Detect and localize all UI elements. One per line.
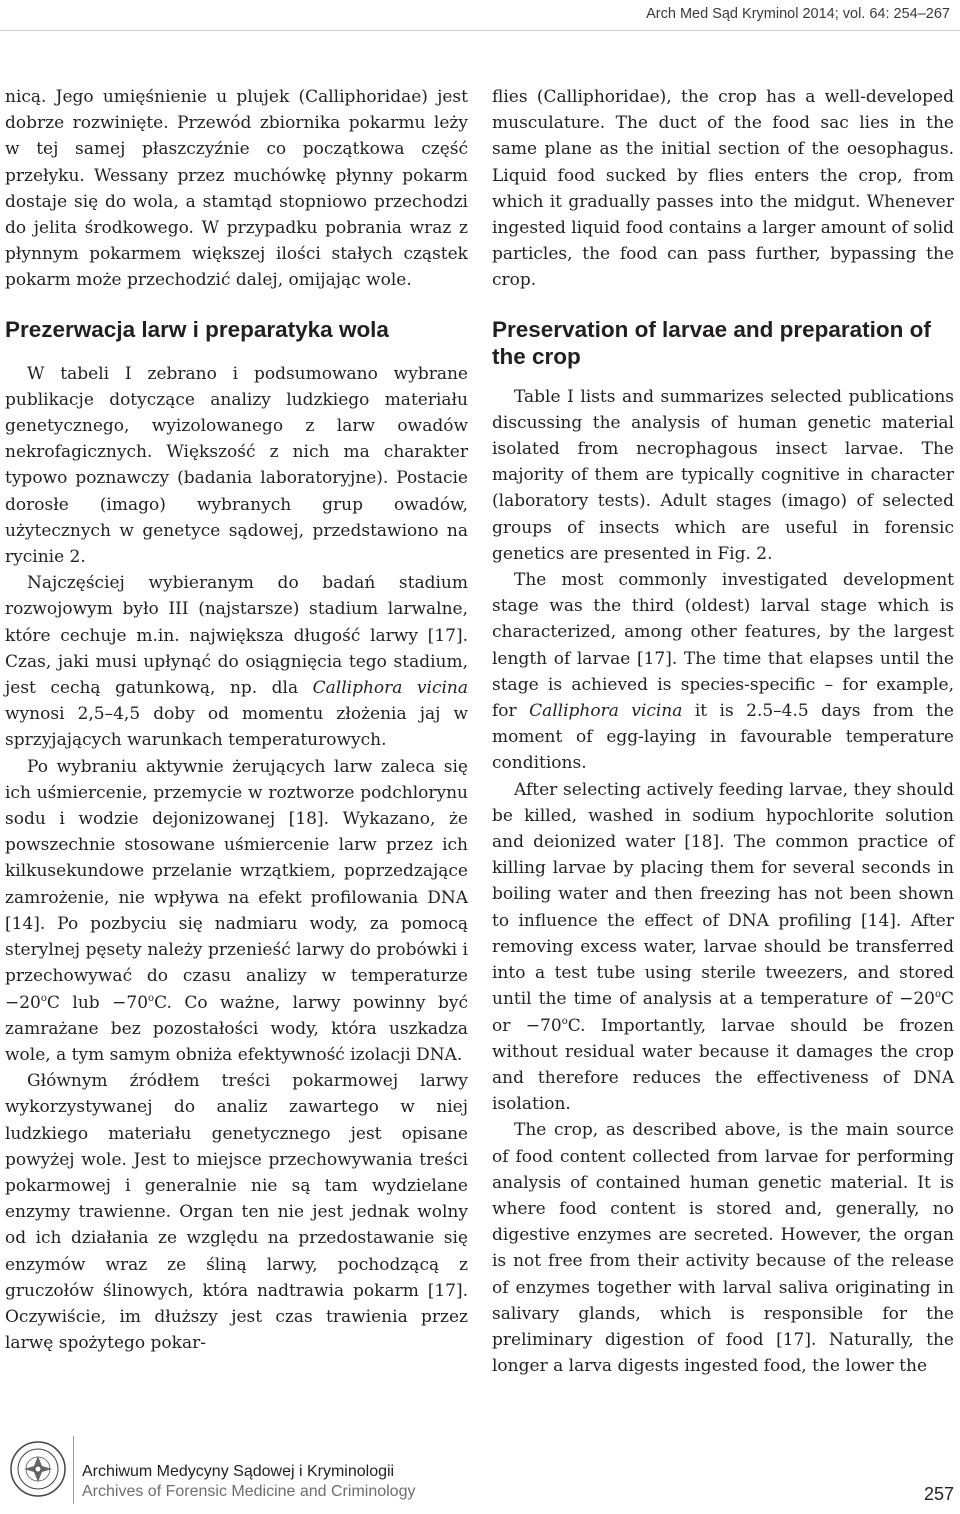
paragraph-en-1: Table I lists and summarizes selected publications discussing the analysis of human genetic material isolated from necrophagous insect larvae. The majority of them are typically cognitive in character (laboratory tests). Adult stages (imago) of selected groups of insects which are useful in forensic genetics are presented in Fig. 2. <box>492 386 954 564</box>
section-heading-pl: Prezerwacja larw i preparatyka wola <box>5 316 389 342</box>
page-number: 257 <box>923 1484 954 1504</box>
paragraph-en-4: The crop, as described above, is the main source of food content collected from larvae for performing analysis of contained human genetic material. It is where food content is stored and, generally, no digestive enzymes are secreted. However, the organ is not free from their activity because of the release of enzymes together with larval saliva originating in salivary glands, which is responsible for the preliminary digestion of food [17]. Naturally, the longer a larva digests ingested food, the lower the <box>492 1120 954 1377</box>
species-name: Calliphora vicina <box>312 678 468 699</box>
right-column <box>492 84 954 1379</box>
intro-paragraph-en: flies (Calliphoridae), the crop has a well-developed musculature. The duct of the food sac lies in the same plane as the initial section of the oesophagus. Liquid food sucked by flies enters the crop, from which it gradually passes into the midgut. Whenever ingested liquid food contains a larger amount of solid particles, the food can pass further, bypassing the crop. <box>492 87 954 291</box>
paragraph-en-2: The most commonly investigated development stage was the third (oldest) larval stage which is characterized, among other features, by the largest length of larvae [17]. The time that elapses until the stage is achieved is species-specific – for example, for Calliphora vicina it is 2.5–4.5 days from the moment of egg-laying in favourable temperature conditions. <box>492 570 954 774</box>
intro-paragraph-pl: nicą. Jego umięśnienie u plujek (Calliphoridae) jest dobrze rozwinięte. Przewód zbiornika pokarmu leży w tej samej płaszczyźnie co początkowa część przełyku. Wessany przez muchówkę płynny pokarm dostaje się do wola, a stamtąd stopniowo przechodzi do jelita środkowego. W przypadku pobrania wraz z płynnym pokarmem większej ilości stałych cząstek pokarm może przechodzić dalej, omijając wole. <box>5 87 468 291</box>
society-seal-icon <box>8 1432 68 1506</box>
journal-title-pl: Archiwum Medycyny Sądowej i Kryminologii <box>82 1463 395 1480</box>
left-column <box>5 84 468 1356</box>
footer-divider <box>73 1436 74 1504</box>
paragraph-pl-2: Najczęściej wybieranym do badań stadium rozwojowym było III (najstarsze) stadium larwalne, które cechuje m.in. największa długość larwy [17]. Czas, jaki musi upłynąć do osiągnięcia tego stadium, jest cechą gatunkową, np. dla Calliphora vicina wynosi 2,5–4,5 doby od momentu złożenia jaj w sprzyjających warunkach temperaturowych. <box>5 573 468 751</box>
paragraph-en-3: After selecting actively feeding larvae, they should be killed, washed in sodium hypochlorite solution and deionized water [18]. The common practice of killing larvae by placing them for several seconds in boiling water and then freezing has not been shown to influence the effect of DNA profiling [14]. After removing excess water, larvae should be transferred into a test tube using sterile tweezers, and stored until the time of analysis at a temperature of $-20^oC$ or $-70^oC$. Importantly, larvae should be frozen without residual water because it damages the crop and therefore reduces the effectiveness of DNA isolation. <box>492 779 954 1115</box>
paragraph-pl-3: Po wybraniu aktywnie żerujących larw zaleca się ich uśmiercenie, przemycie w roztworze podchlorynu sodu i wodzie dejonizowanej [18]. Wykazano, że powszechnie stosowane uśmiercenie larw przez ich kilkusekundowe przelanie wrzątkiem, poprzedzające zamrożenie, nie wpływa na efekt profilowania DNA [14]. Po pozbyciu się nadmiaru wody, za pomocą sterylnej pęsety należy przenieść larwy do probówki i przechowywać do czasu analizy w temperaturze $-20^oC$ lub $-70^oC$. Co ważne, larwy powinny być zamrażane bez pozostałości wody, która uszkadza wole, a tym samym obniża efektywność izolacji DNA. <box>5 756 468 1065</box>
journal-title-en: Archives of Forensic Medicine and Criminology <box>82 1483 416 1500</box>
section-heading-en: Preservation of larvae and preparation of the crop <box>492 316 931 369</box>
footer-journal <box>82 1462 415 1502</box>
species-name: Calliphora vicina <box>529 701 683 722</box>
paragraph-pl-4: Głównym źródłem treści pokarmowej larwy wykorzystywanej do analiz zawartego w niej ludzkiego materiału genetycznego jest opisane powyżej wole. Jest to miejsce przechowywania treści pokarmowej i generalnie nie są tam wydzielane enzymy trawienne. Organ ten nie jest jednak wolny od ich działania ze względu na przedostawanie się enzymów wraz ze śliną larwy, pochodzącą z gruczołów ślinowych, która nadtrawia pokarm [17]. Oczywiście, im dłuższy jest czas trawienia przez larwę spożytego pokar- <box>5 1071 468 1354</box>
paragraph-pl-1: W tabeli I zebrano i podsumowano wybrane publikacje dotyczące analizy ludzkiego materiału genetycznego, wyizolowanego z larw owadów nekrofagicznych. Większość z nich ma charakter typowo poznawczy (badania laboratoryjne). Postacie dorosłe (imago) wybranych grup owadów, użytecznych w genetyce sądowej, przedstawiono na rycinie 2. <box>5 363 468 568</box>
header-divider <box>0 30 960 31</box>
running-head: Arch Med Sąd Kryminol 2014; vol. 64: 254–267 <box>646 6 950 22</box>
